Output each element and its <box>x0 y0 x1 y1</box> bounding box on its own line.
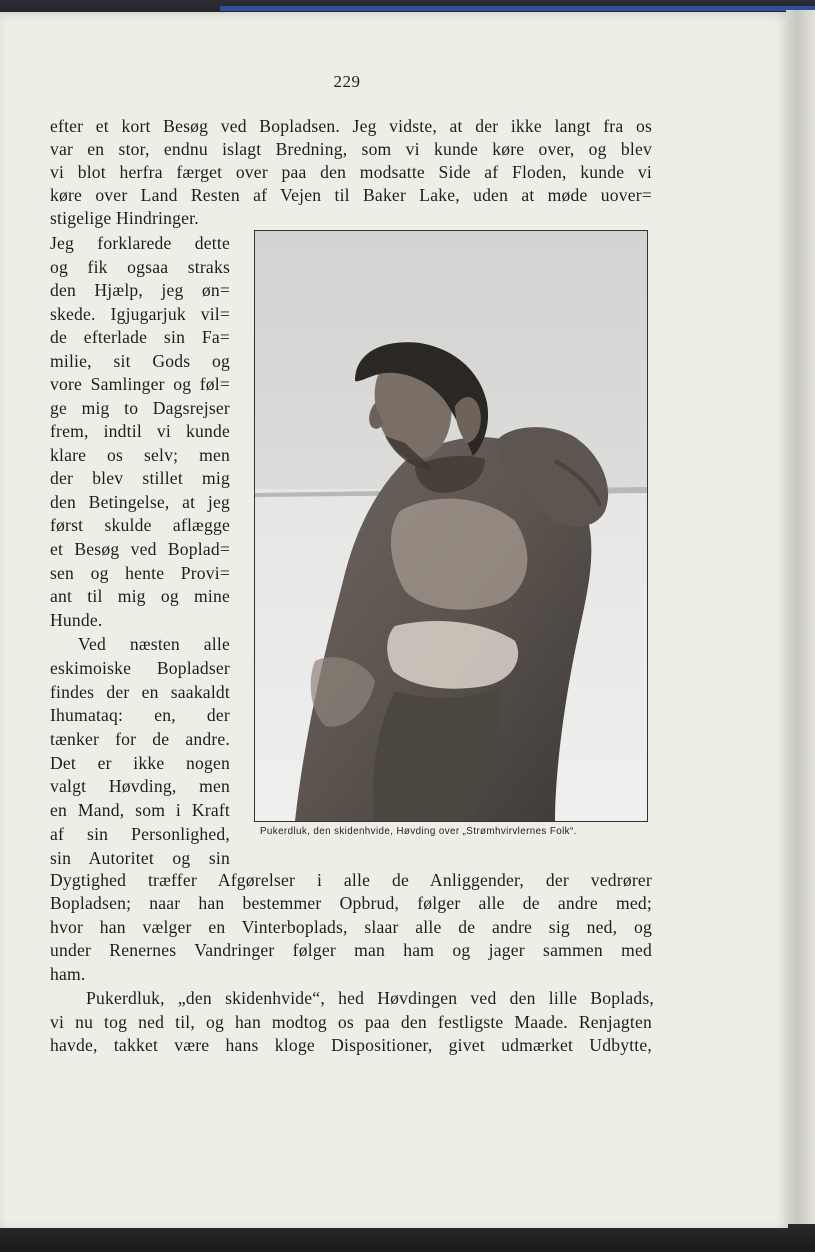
text-line: Ved næsten alle <box>78 634 230 654</box>
text-line: ge mig to Dagsrejser <box>50 398 230 418</box>
text-line: stigelige Hindringer. <box>50 208 199 228</box>
text-line: og fik ogsaa straks <box>50 257 230 277</box>
text-line: Bopladsen; naar han bestemmer Opbrud, følger alle de andre med; <box>50 893 652 913</box>
text-line: ham. <box>50 964 86 984</box>
portrait-illustration <box>255 231 647 821</box>
book-page-edges <box>786 10 815 1252</box>
text-line: der blev stillet mig <box>50 468 230 488</box>
text-line: vi nu tog ned til, og han modtog os paa den festligste Maade. Renjagten <box>50 1012 652 1032</box>
text-line: først skulde aflægge <box>50 515 230 535</box>
text-line: de efterlade sin Fa= <box>50 327 230 347</box>
text-line: findes der en saakaldt <box>50 682 230 702</box>
text-line: Hunde. <box>50 610 103 630</box>
text-line: af sin Personlighed, <box>50 824 230 844</box>
book-binding-bottom <box>0 1224 815 1252</box>
figure-caption: Pukerdluk, den skidenhvide, Høvding over „Strømhvirvlernes Folk“. <box>260 826 577 837</box>
page-number: 229 <box>333 72 361 91</box>
text-line: skede. Igjugarjuk vil= <box>50 304 230 324</box>
text-line: et Besøg ved Boplad= <box>50 539 230 559</box>
text-line: milie, sit Gods og <box>50 351 230 371</box>
text-line: sin Autoritet og sin <box>50 848 230 868</box>
text-line: Pukerdluk, „den skidenhvide“, hed Høvdingen ved den lille Boplads, <box>86 988 654 1008</box>
text-line: klare os selv; men <box>50 445 230 465</box>
text-line: hvor han vælger en Vinterboplads, slaar alle de andre sig ned, og <box>50 917 652 937</box>
text-line: vi blot herfra færget over paa den modsatte Side af Floden, kunde vi <box>50 162 652 182</box>
text-line: valgt Høvding, men <box>50 776 230 796</box>
text-line: Det er ikke nogen <box>50 753 230 773</box>
text-line: tænker for de andre. <box>50 729 230 749</box>
text-line: den Betingelse, at jeg <box>50 492 230 512</box>
text-line: vore Samlinger og føl= <box>50 374 230 394</box>
text-line: under Renernes Vandringer følger man ham og jager sammen med <box>50 940 652 960</box>
text-line: den Hjælp, jeg øn= <box>50 280 230 300</box>
text-line: ant til mig og mine <box>50 586 230 606</box>
text-line: køre over Land Resten af Vejen til Baker Lake, uden at møde uover= <box>50 185 652 205</box>
text-line: eskimoiske Bopladser <box>50 658 230 678</box>
text-line: havde, takket være hans kloge Dispositioner, givet udmærket Udbytte, <box>50 1035 652 1055</box>
text-line: efter et kort Besøg ved Bopladsen. Jeg vidste, at der ikke langt fra os <box>50 116 652 136</box>
text-line: sen og hente Provi= <box>50 563 230 583</box>
book-binding-blue-strip <box>220 6 815 11</box>
portrait-photograph <box>254 230 648 822</box>
text-line: Dygtighed træffer Afgørelser i alle de Anliggender, der vedrører <box>50 870 652 890</box>
text-line: var en stor, endnu islagt Bredning, som vi kunde køre over, og blev <box>50 139 652 159</box>
text-line: en Mand, som i Kraft <box>50 800 230 820</box>
text-line: Jeg forklarede dette <box>50 233 230 253</box>
text-line: Ihumataq: en, der <box>50 705 230 725</box>
text-line: frem, indtil vi kunde <box>50 421 230 441</box>
